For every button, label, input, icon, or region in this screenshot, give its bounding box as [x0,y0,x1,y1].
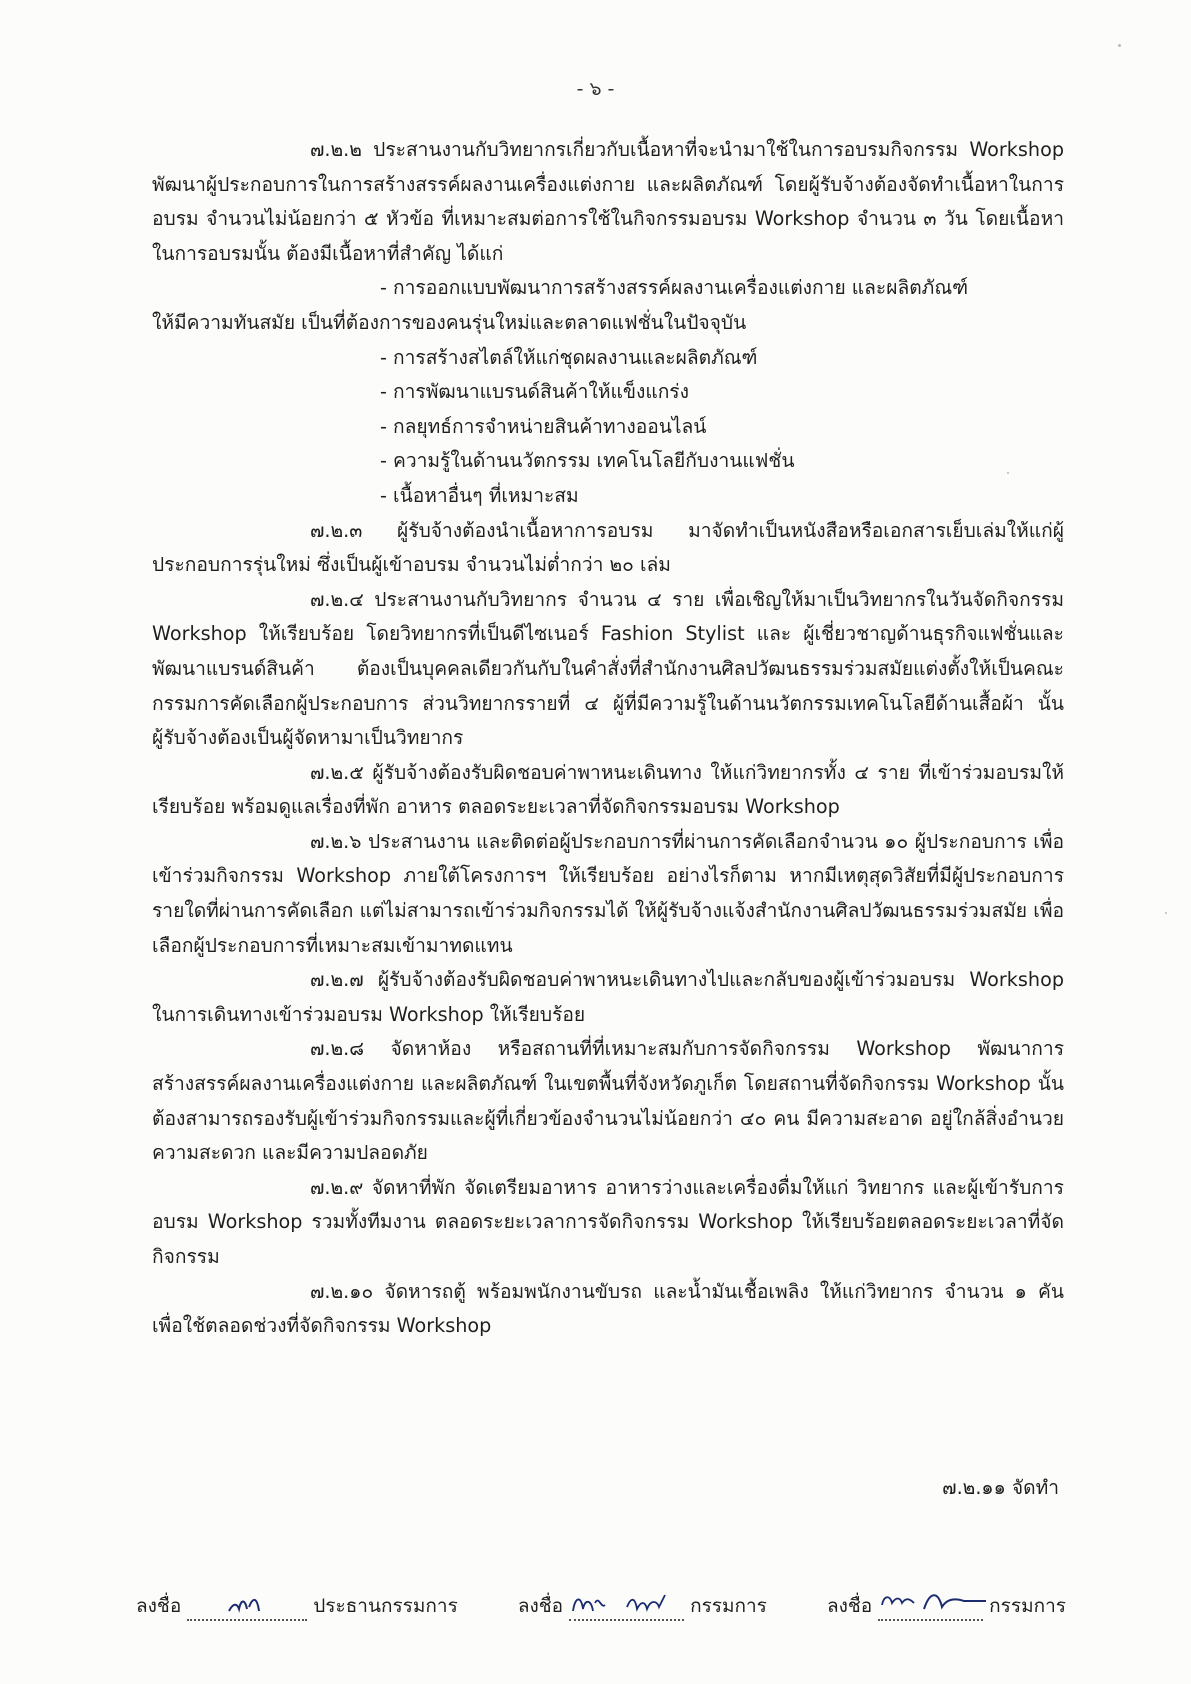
handwritten-signature-member-1 [569,1587,684,1617]
content-topic-item: - เนื้อหาอื่นๆ ที่เหมาะสม [380,483,579,507]
topic-first-line: - การออกแบบพัฒนาการสร้างสรรค์ผลงานเครื่องแต่งกาย และผลิตภัณฑ์ [380,276,969,300]
scan-speck [1165,912,1167,914]
signature-line [878,1589,983,1621]
signature-block [136,1589,1066,1621]
role-chair: ประธานกรรมการ [313,1595,458,1617]
handwritten-signature-chair [187,1589,307,1617]
role-member-1: กรรมการ [690,1595,767,1617]
clause-paragraph: ๗.๒.๑๐ จัดหารถตู้ พร้อมพนักงานขับรถ และน้ำมันเชื้อเพลิง ให้แก่วิทยากร จำนวน ๑ คัน เพื่อใช้ตลอดช่วงที่จัดกิจกรรม Workshop [152,1279,1064,1338]
role-member-2: กรรมการ [989,1595,1066,1617]
clause-paragraph: ๗.๒.๕ ผู้รับจ้างต้องรับผิดชอบค่าพาหนะเดินทาง ให้แก่วิทยากรทั้ง ๔ ราย ที่เข้าร่วมอบรมให้เรียบร้อย พร้อมดูแลเรื่องที่พัก อาหาร ตลอดระยะเวลาที่จัดกิจกรรมอบรม Workshop [152,760,1064,819]
content-topic-item [152,271,1064,340]
content-topic-item: - กลยุทธ์การจำหน่ายสินค้าทางออนไลน์ [380,414,707,438]
sign-label: ลงชื่อ [517,1595,564,1617]
clause-paragraph: ๗.๒.๙ จัดหาที่พัก จัดเตรียมอาหาร อาหารว่างและเครื่องดื่มให้แก่ วิทยากร และผู้เข้ารับการอบรม Workshop รวมทั้งทีมงาน ตลอดระยะเวลาการจัดกิจกรรม Workshop ให้เรียบร้อยตลอดระยะเวลาที่จัดกิจกรรม [152,1175,1064,1268]
signature-member-2 [827,1589,1066,1621]
signature-line [187,1589,307,1621]
topic-continuation: ให้มีความทันสมัย เป็นที่ต้องการของคนรุ่นใหม่และตลาดแฟชั่นในปัจจุบัน [152,310,747,334]
content-topic-item: - การสร้างสไตล์ให้แก่ชุดผลงานและผลิตภัณฑ์ [380,345,758,369]
sign-label: ลงชื่อ [136,1595,182,1617]
clause-paragraph: ๗.๒.๒ ประสานงานกับวิทยากรเกี่ยวกับเนื้อหาที่จะนำมาใช้ในการอบรมกิจกรรม Workshop พัฒนาผู้ประกอบการในการสร้างสรรค์ผลงานเครื่องแต่งกาย และผลิตภัณฑ์ โดยผู้รับจ้างต้องจัดทำเนื้อหาในการอบรม จำนวนไม่น้อยกว่า ๕ หัวข้อ ที่เหมาะสมต่อการใช้ในกิจกรรมอบรม Workshop จำนวน ๓ วัน โดยเนื้อหาในการอบรมนั้น ต้องมีเนื้อหาที่สำคัญ ได้แก่ [152,138,1064,265]
document-body [152,133,1064,1344]
content-topic-item: - การพัฒนาแบรนด์สินค้าให้แข็งแกร่ง [380,380,689,404]
sign-label: ลงชื่อ [826,1595,873,1617]
signature-line [569,1589,684,1621]
clause-paragraph: ๗.๒.๔ ประสานงานกับวิทยากร จำนวน ๔ ราย เพื่อเชิญให้มาเป็นวิทยากรในวันจัดกิจกรรม Workshop ให้เรียบร้อย โดยวิทยากรที่เป็นดีไซเนอร์ Fashion Stylist และ ผู้เชี่ยวชาญด้านธุรกิจแฟชั่นและพัฒนาแบรนด์สินค้า ต้องเป็นบุคคลเดียวกันกับในคำสั่งที่สำนักงานศิลปวัฒนธรรมร่วมสมัยแต่งตั้งให้เป็นคณะกรรมการคัดเลือกผู้ประกอบการ ส่วนวิทยากรรายที่ ๔ ผู้ที่มีความรู้ในด้านนวัตกรรมเทคโนโลยีด้านเสื้อผ้า นั้น ผู้รับจ้างต้องเป็นผู้จัดหามาเป็นวิทยากร [152,587,1064,750]
signature-chair [136,1589,458,1621]
clause-paragraph: ๗.๒.๖ ประสานงาน และติดต่อผู้ประกอบการที่ผ่านการคัดเลือกจำนวน ๑๐ ผู้ประกอบการ เพื่อเข้าร่วมกิจกรรม Workshop ภายใต้โครงการฯ ให้เรียบร้อย อย่างไรก็ตาม หากมีเหตุสุดวิสัยที่มีผู้ประกอบการรายใดที่ผ่านการคัดเลือก แต่ไม่สามารถเข้าร่วมกิจกรรมได้ ให้ผู้รับจ้างแจ้งสำนักงานศิลปวัฒนธรรมร่วมสมัย เพื่อเลือกผู้ประกอบการที่เหมาะสมเข้ามาทดแทน [152,829,1064,957]
signature-member-1 [518,1589,767,1621]
content-topic-item: - ความรู้ในด้านนวัตกรรม เทคโนโลยีกับงานแฟชั่น [380,449,795,473]
clause-paragraph: ๗.๒.๗ ผู้รับจ้างต้องรับผิดชอบค่าพาหนะเดินทางไปและกลับของผู้เข้าร่วมอบรม Workshop ในการเดินทางเข้าร่วมอบรม Workshop ให้เรียบร้อย [152,968,1064,1026]
next-item-continuation: ๗.๒.๑๑ จัดทำ [942,1476,1059,1499]
page-number: - ๖ - [576,78,615,100]
clause-paragraph: ๗.๒.๘ จัดหาห้อง หรือสถานที่ที่เหมาะสมกับการจัดกิจกรรม Workshop พัฒนาการสร้างสรรค์ผลงานเครื่องแต่งกาย และผลิตภัณฑ์ ในเขตพื้นที่จังหวัดภูเก็ต โดยสถานที่จัดกิจกรรม Workshop นั้น ต้องสามารถรองรับผู้เข้าร่วมกิจกรรมและผู้ที่เกี่ยวข้องจำนวนไม่น้อยกว่า ๔๐ คน มีความสะอาด อยู่ใกล้สิ่งอำนวยความสะดวก และมีความปลอดภัย [152,1037,1064,1165]
handwritten-signature-member-2 [878,1587,988,1617]
scan-speck [1118,44,1121,47]
clause-paragraph: ๗.๒.๓ ผู้รับจ้างต้องนำเนื้อหาการอบรม มาจัดทำเป็นหนังสือหรือเอกสารเย็บเล่มให้แก่ผู้ประกอบการรุ่นใหม่ ซึ่งเป็นผู้เข้าอบรม จำนวนไม่ต่ำกว่า ๒๐ เล่ม [152,518,1064,577]
